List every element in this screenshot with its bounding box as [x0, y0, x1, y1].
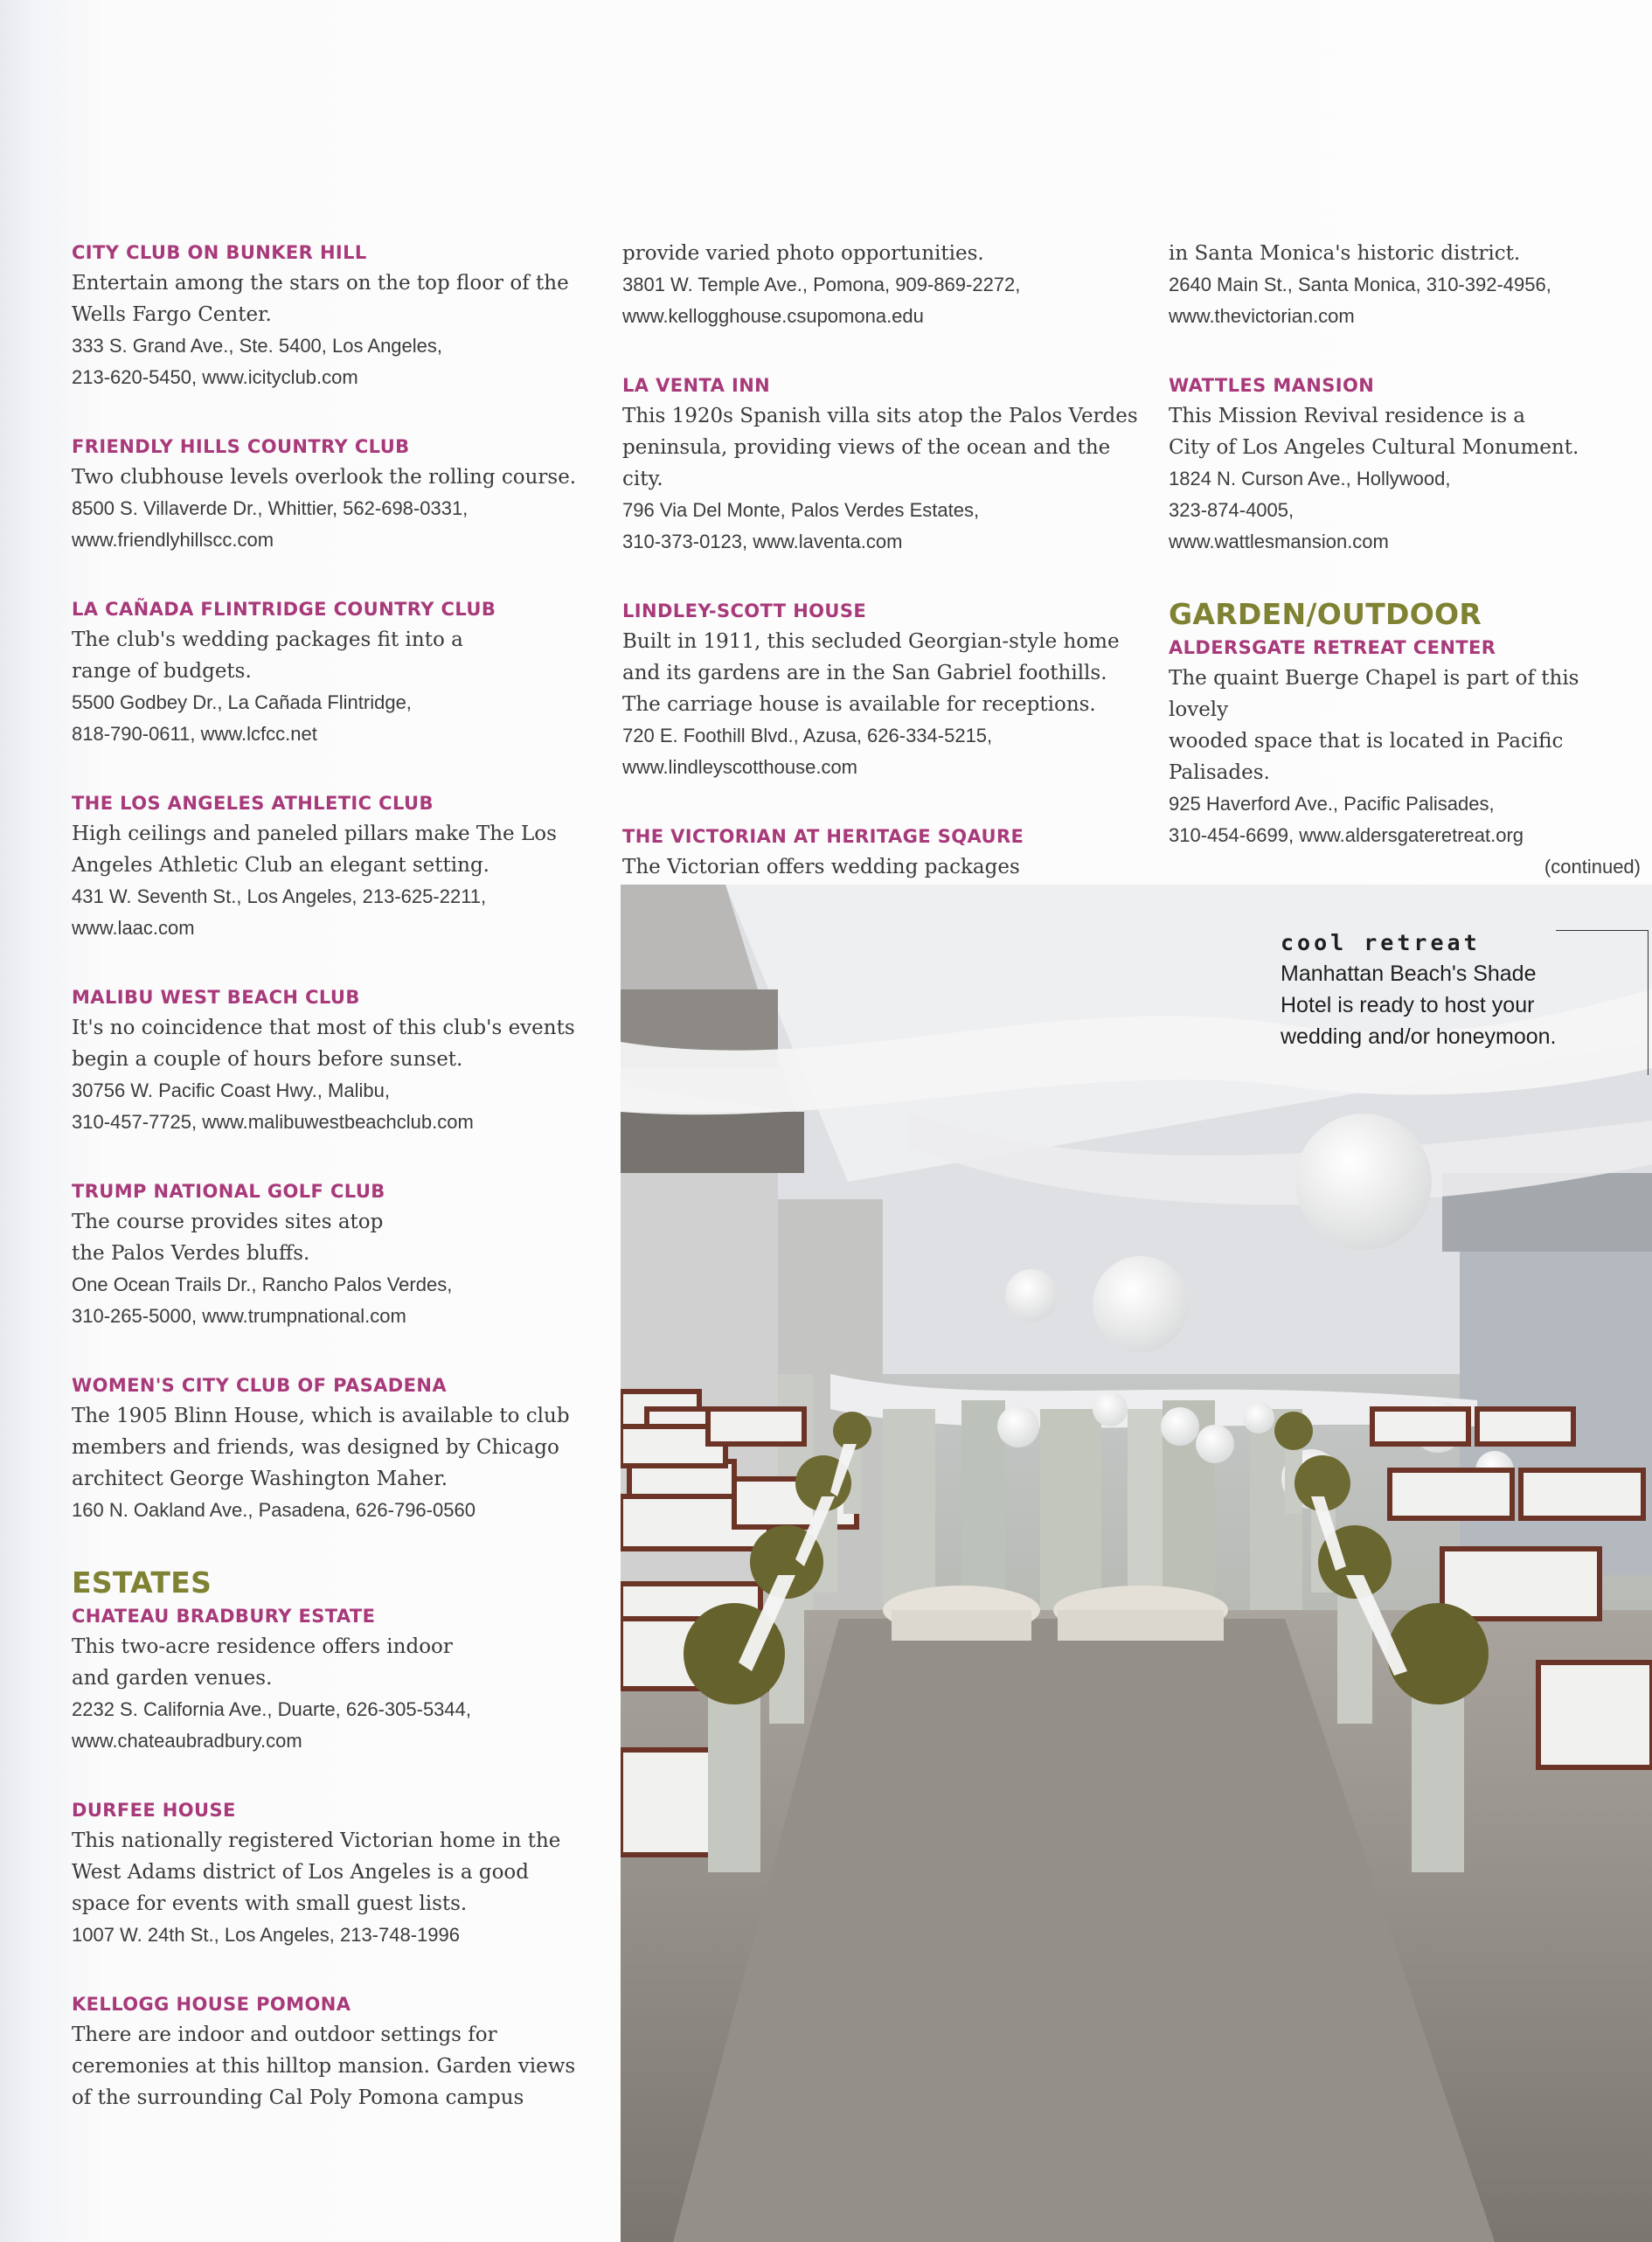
venue-description-line: and garden venues. — [72, 1667, 273, 1690]
venue-entry — [72, 1795, 596, 1951]
caption-line: Hotel is ready to host your — [1281, 993, 1535, 1017]
venue-name: MALIBU WEST BEACH CLUB — [72, 987, 360, 1008]
caption-line: wedding and/or honeymoon. — [1281, 1024, 1557, 1049]
venue-description-line: Built in 1911, this secluded Georgian-style home — [622, 630, 1120, 653]
venue-photo — [621, 885, 1652, 2242]
venue-name: CHATEAU BRADBURY ESTATE — [72, 1606, 376, 1627]
venue-address-line: www.lindleyscotthouse.com — [622, 756, 858, 778]
venue-entry — [72, 1601, 596, 1757]
venue-description-line: the Palos Verdes bluffs. — [72, 1242, 310, 1265]
venue-address-line: www.laac.com — [72, 917, 195, 939]
venue-address-line: 796 Via Del Monte, Palos Verdes Estates, — [622, 499, 980, 521]
venue-entry — [622, 596, 1147, 783]
venue-entry — [72, 1177, 596, 1332]
venue-description-line: architect George Washington Maher. — [72, 1468, 448, 1490]
venue-description-line: and its gardens are in the San Gabriel foothills. — [622, 662, 1107, 684]
venue-address-line: 720 E. Foothill Blvd., Azusa, 626-334-5215, — [622, 725, 993, 746]
venue-description-line: wooded space that is located in Pacific Palisades. — [1169, 730, 1564, 784]
venue-description-line: Two clubhouse levels overlook the rolling course. — [72, 466, 577, 489]
venue-name: DURFEE HOUSE — [72, 1800, 236, 1821]
venue-address-line: 2640 Main St., Santa Monica, 310-392-4956, — [1169, 274, 1551, 295]
caption-title: cool retreat — [1281, 930, 1481, 955]
venue-address-line: 3801 W. Temple Ave., Pomona, 909-869-2272, — [622, 274, 1021, 295]
venue-name: TRUMP NATIONAL GOLF CLUB — [72, 1181, 385, 1202]
venue-address-line: 8500 S. Villaverde Dr., Whittier, 562-698-0331, — [72, 497, 469, 519]
venue-description-line: The 1905 Blinn House, which is available to club — [72, 1405, 570, 1427]
venue-address-line: 213-620-5450, www.icityclub.com — [72, 366, 358, 388]
venue-entry — [1169, 238, 1641, 332]
continued-label: (continued) — [1544, 856, 1641, 878]
venue-description-line: City of Los Angeles Cultural Monument. — [1169, 436, 1579, 459]
venue-description-line: West Adams district of Los Angeles is a good — [72, 1861, 529, 1884]
photo-caption — [1281, 928, 1630, 1052]
venue-description-line: It's no coincidence that most of this club's events — [72, 1017, 575, 1039]
venue-entry — [1169, 633, 1641, 851]
venue-description-line: range of budgets. — [72, 660, 252, 683]
venue-address-line: 333 S. Grand Ave., Ste. 5400, Los Angeles, — [72, 335, 443, 357]
venue-address-line: 1824 N. Curson Ave., Hollywood, — [1169, 468, 1451, 489]
venue-address-line: 310-457-7725, www.malibuwestbeachclub.com — [72, 1111, 474, 1133]
venue-entry — [72, 788, 596, 944]
venue-address-line: www.friendlyhillscc.com — [72, 529, 274, 551]
venue-name: THE LOS ANGELES ATHLETIC CLUB — [72, 793, 434, 814]
venue-address-line: www.kellogghouse.csupomona.edu — [622, 305, 924, 327]
venue-entry — [72, 1371, 596, 1526]
venue-description-line: peninsula, providing views of the ocean and the city. — [622, 436, 1111, 490]
venue-entry — [72, 432, 596, 556]
venue-description-line: There are indoor and outdoor settings for — [72, 2023, 497, 2046]
venue-address-line: 2232 S. California Ave., Duarte, 626-305-5344, — [72, 1698, 472, 1720]
venue-description-line: High ceilings and paneled pillars make The Los — [72, 823, 557, 845]
venue-name: ALDERSGATE RETREAT CENTER — [1169, 637, 1496, 658]
venue-entry — [72, 594, 596, 750]
section-heading-garden-outdoor: GARDEN/OUTDOOR — [1169, 597, 1482, 631]
venue-address-line: 323-874-4005, — [1169, 499, 1295, 521]
venue-entry — [622, 371, 1147, 558]
venue-address-line: One Ocean Trails Dr., Rancho Palos Verdes, — [72, 1274, 453, 1295]
venue-address-line: 310-373-0123, www.laventa.com — [622, 531, 903, 552]
venue-description-line: The club's wedding packages fit into a — [72, 628, 463, 651]
venue-description-line: The quaint Buerge Chapel is part of this lovely — [1169, 667, 1579, 721]
venue-address-line: 5500 Godbey Dr., La Cañada Flintridge, — [72, 691, 412, 713]
venue-name: LA VENTA INN — [622, 375, 771, 396]
venue-name: WOMEN'S CITY CLUB OF PASADENA — [72, 1375, 447, 1396]
venue-entry — [1169, 371, 1641, 558]
venue-description-line: in Santa Monica's historic district. — [1169, 242, 1521, 265]
venue-name: LA CAÑADA FLINTRIDGE COUNTRY CLUB — [72, 599, 496, 620]
venue-description-line: This two-acre residence offers indoor — [72, 1635, 453, 1658]
venue-address-line: www.chateaubradbury.com — [72, 1730, 302, 1752]
venue-description-line: members and friends, was designed by Chicago — [72, 1436, 559, 1459]
venue-address-line: 30756 W. Pacific Coast Hwy., Malibu, — [72, 1079, 390, 1101]
venue-address-line: www.thevictorian.com — [1169, 305, 1355, 327]
column-right — [1169, 238, 1641, 883]
venue-name: KELLOGG HOUSE POMONA — [72, 1994, 351, 2015]
venue-description-line: Angeles Athletic Club an elegant setting. — [72, 854, 489, 877]
venue-name: CITY CLUB ON BUNKER HILL — [72, 242, 367, 263]
venue-list-garden — [1169, 633, 1641, 851]
venue-address-line: www.wattlesmansion.com — [1169, 531, 1389, 552]
venue-address-line: 431 W. Seventh St., Los Angeles, 213-625-2211, — [72, 885, 487, 907]
venue-address-line: 1007 W. 24th St., Los Angeles, 213-748-1996 — [72, 1924, 460, 1946]
venue-list-right — [1169, 238, 1641, 558]
venue-address-line: 925 Haverford Ave., Pacific Palisades, — [1169, 793, 1495, 815]
venue-list-estates — [72, 1601, 596, 2114]
venue-description-line: This Mission Revival residence is a — [1169, 405, 1526, 427]
venue-entry — [72, 1989, 596, 2114]
venue-photo-illustration — [621, 885, 1652, 2242]
section-heading-estates: ESTATES — [72, 1565, 212, 1600]
venue-description-line: provide varied photo opportunities. — [622, 242, 984, 265]
venue-name: LINDLEY-SCOTT HOUSE — [622, 600, 867, 621]
venue-list-clubs — [72, 238, 596, 1526]
venue-list-middle — [622, 238, 1147, 883]
venue-entry — [72, 238, 596, 393]
venue-name: WATTLES MANSION — [1169, 375, 1375, 396]
column-left — [72, 238, 596, 2152]
venue-description-line: This 1920s Spanish villa sits atop the Palos Verdes — [622, 405, 1138, 427]
venue-name: FRIENDLY HILLS COUNTRY CLUB — [72, 436, 410, 457]
venue-description-line: Entertain among the stars on the top floor of the — [72, 272, 569, 295]
column-middle — [622, 238, 1147, 921]
venue-entry — [72, 982, 596, 1138]
venue-address-line: 310-454-6699, www.aldersgateretreat.org — [1169, 824, 1524, 846]
venue-description-line: This nationally registered Victorian home in the — [72, 1829, 561, 1852]
venue-description-line: Wells Fargo Center. — [72, 303, 272, 326]
venue-address-line: 310-265-5000, www.trumpnational.com — [72, 1305, 406, 1327]
venue-address-line: 160 N. Oakland Ave., Pasadena, 626-796-0560 — [72, 1499, 475, 1521]
venue-entry — [622, 238, 1147, 332]
venue-description-line: begin a couple of hours before sunset. — [72, 1048, 463, 1071]
venue-description-line: ceremonies at this hilltop mansion. Garden views — [72, 2055, 576, 2078]
venue-description-line: space for events with small guest lists. — [72, 1892, 468, 1915]
venue-entry — [622, 822, 1147, 883]
venue-description-line: The Victorian offers wedding packages — [622, 856, 1020, 878]
venue-name: THE VICTORIAN AT HERITAGE SQAURE — [622, 826, 1024, 847]
venue-address-line: 818-790-0611, www.lcfcc.net — [72, 723, 317, 745]
caption-line: Manhattan Beach's Shade — [1281, 961, 1537, 986]
venue-description-line: of the surrounding Cal Poly Pomona campus — [72, 2086, 524, 2109]
venue-description-line: The carriage house is available for receptions. — [622, 693, 1096, 716]
venue-description-line: The course provides sites atop — [72, 1211, 384, 1233]
